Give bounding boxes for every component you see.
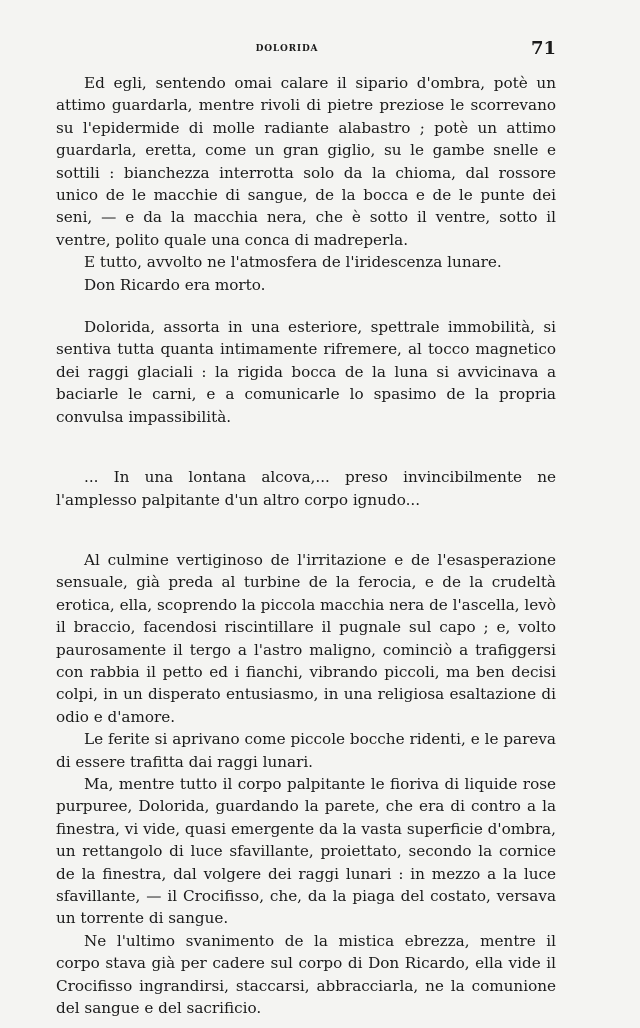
running-title: DOLORIDA [255,44,319,54]
paragraph: Don Ricardo era morto. [84,275,266,294]
body-text [56,72,556,1019]
paragraph: E tutto, avvolto ne l'atmosfera de l'iridescenza lunare. [84,253,502,272]
page-header [0,40,640,62]
paragraph: Ed egli, sentendo omai calare il sipario d'ombra, potè un attimo guardarla, mentre rivoli di pietre preziose le scorrevano su l'epidermide di molle radiante alabastro ; potè un attimo guardarla, eretta, come un gran giglio, su le gambe snelle e sottili : bianchezza interrotta solo da la chioma, dal rossore unico de le macchie di sangue, de la bocca e de le punte dei seni, — e da la macchia nera, che è sotto il ventre, sotto il ventre, polito quale una conca di madreperla. [56,74,556,249]
paragraph: Le ferite si aprivano come piccole bocche ridenti, e le pareva di essere trafitta dai raggi lunari. [56,730,556,771]
paragraph: Al culmine vertiginoso de l'irritazione e de l'esasperazione sensuale, già preda al turbine de la ferocia, e de la crudeltà erotica, ella, scoprendo la piccola macchia nera de l'ascella, levò il braccio, facendosi riscintillare il pugnale sul capo ; e, volto paurosamente il tergo a l'astro maligno, cominciò a trafiggersi con rabbia il petto ed i fianchi, vibrando piccoli, ma ben decisi colpi, in un disperato entusiasmo, in una religiosa esaltazione di odio e d'amore. [56,550,556,726]
paragraph: Ne l'ultimo svanimento de la mistica ebrezza, mentre il corpo stava già per cadere sul corpo di Don Ricardo, ella vide il Crocifisso ingrandirsi, staccarsi, abbracciarla, ne la comunione del sangue e del sacrificio. [56,931,556,1018]
paragraph: Ma, mentre tutto il corpo palpitante le fioriva di liquide rose purpuree, Dolorida, guardando la parete, che era di contro a la finestra, vi vide, quasi emergente da la vasta superficie d'ombra, un rettangolo di luce sfavillante, proiettato, secondo la cornice de la finestra, dal volgere dei raggi lunari : in mezzo a la luce sfavillante, — il Crocifisso, che, da la piaga del costato, versava un torrente di sangue. [56,774,556,928]
page-number: 71 [530,38,556,59]
paragraph: Dolorida, assorta in una esteriore, spettrale immobilità, si sentiva tutta quanta intimamente rifremere, al tocco magnetico dei raggi glaciali : la rigida bocca de la luna si avvicinava a baciarle le carni, e a comunicarle lo spasimo de la propria convulsa impassibilità. [56,318,556,426]
paragraph: ... In una lontana alcova,... preso invincibilmente ne l'amplesso palpitante d'un altro corpo ignudo... [56,468,556,509]
